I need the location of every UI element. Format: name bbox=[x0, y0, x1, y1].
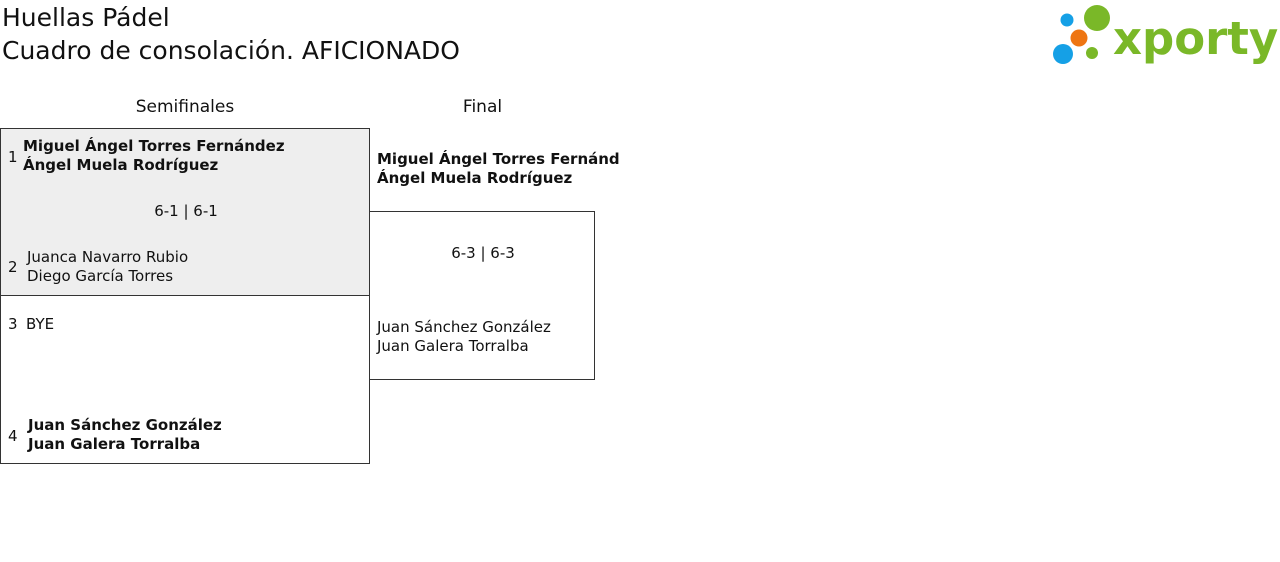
xporty-logo bbox=[1050, 2, 1278, 68]
team-semi1-bottom bbox=[27, 248, 188, 286]
player-name: Diego García Torres bbox=[27, 267, 174, 285]
player-name: Miguel Ángel Torres Fernánd bbox=[377, 150, 620, 168]
logo-dot-blue-small bbox=[1061, 14, 1074, 27]
logo-wordmark: xporty bbox=[1113, 12, 1279, 65]
player-name: Ángel Muela Rodríguez bbox=[23, 156, 219, 174]
round-label-semis: Semifinales bbox=[135, 97, 235, 117]
final-team-bottom bbox=[377, 318, 595, 356]
player-name: BYE bbox=[26, 315, 55, 333]
seed-number: 3 bbox=[8, 315, 18, 333]
logo-dot-blue-large bbox=[1053, 44, 1073, 64]
player-name: Miguel Ángel Torres Fernández bbox=[23, 137, 285, 155]
team-semi2-top bbox=[26, 315, 54, 334]
player-name: Juan Sánchez González bbox=[377, 318, 551, 336]
team-semi2-bottom bbox=[28, 416, 222, 454]
player-name: Juan Sánchez González bbox=[28, 416, 222, 434]
semifinal-match-2[interactable] bbox=[0, 295, 370, 464]
player-name: Juan Galera Torralba bbox=[377, 337, 529, 355]
player-name: Juanca Navarro Rubio bbox=[27, 248, 189, 266]
team-semi1-top bbox=[23, 137, 285, 175]
final-match[interactable] bbox=[369, 211, 595, 380]
match-score: 6-1 | 6-1 bbox=[154, 202, 218, 220]
logo-dot-green-small bbox=[1086, 47, 1098, 59]
seed-number: 1 bbox=[8, 148, 18, 166]
final-team-top bbox=[377, 150, 620, 188]
draw-title: Cuadro de consolación. AFICIONADO bbox=[2, 36, 460, 65]
round-label-final: Final bbox=[462, 97, 503, 117]
seed-number: 2 bbox=[8, 258, 18, 276]
player-name: Ángel Muela Rodríguez bbox=[377, 169, 573, 187]
player-name: Juan Galera Torralba bbox=[28, 435, 201, 453]
semifinal-match-1[interactable] bbox=[0, 128, 370, 296]
club-name: Huellas Pádel bbox=[2, 3, 170, 32]
seed-number: 4 bbox=[8, 427, 18, 445]
logo-dot-green-large bbox=[1084, 5, 1110, 31]
logo-dot-orange bbox=[1071, 30, 1088, 47]
match-score: 6-3 | 6-3 bbox=[451, 244, 515, 262]
